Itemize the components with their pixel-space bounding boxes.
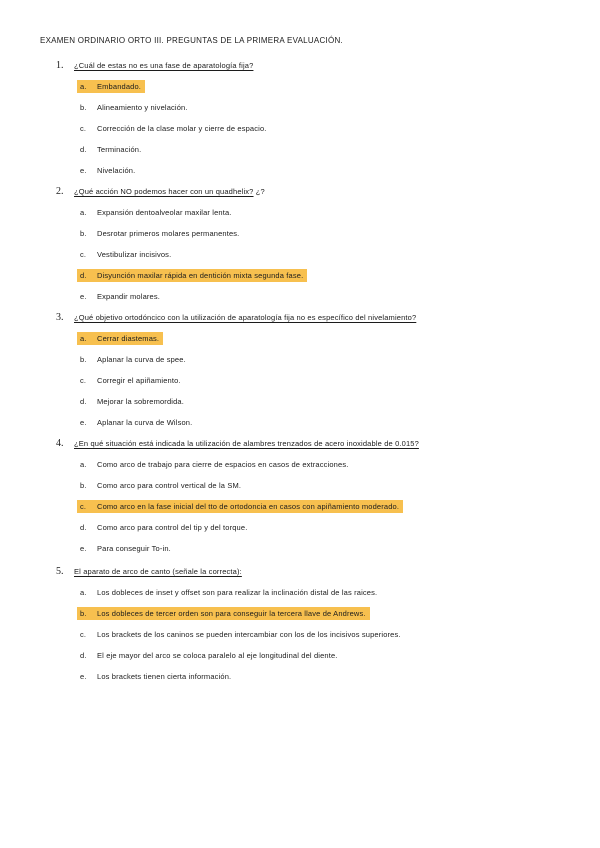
answer-option xyxy=(77,454,570,475)
answer-content xyxy=(77,227,243,240)
answer-option xyxy=(77,223,570,244)
question-heading xyxy=(56,60,570,72)
answer-text: Cerrar diastemas. xyxy=(97,334,160,343)
question-block xyxy=(56,312,570,433)
answer-letter: e. xyxy=(80,166,87,175)
answer-content xyxy=(77,479,245,492)
answer-letter: c. xyxy=(80,124,87,133)
answer-letter: b. xyxy=(80,355,87,364)
answer-option xyxy=(77,391,570,412)
question-block xyxy=(56,186,570,307)
answer-option xyxy=(77,286,570,307)
question-number: 5. xyxy=(56,566,64,577)
answer-content xyxy=(77,586,381,599)
answer-option xyxy=(77,370,570,391)
answer-letter: b. xyxy=(80,609,87,618)
answer-options xyxy=(77,328,570,433)
answer-option xyxy=(77,517,570,538)
answer-text: Los dobleces de tercer orden son para conseguir la tercera llave de Andrews. xyxy=(97,609,366,618)
answer-letter: c. xyxy=(80,376,87,385)
answer-letter: a. xyxy=(80,334,87,343)
question-heading xyxy=(56,438,570,450)
answer-option xyxy=(77,349,570,370)
answer-text: Disyunción maxilar rápida en dentición mixta segunda fase. xyxy=(97,271,304,280)
answer-text: Aplanar la curva de Wilson. xyxy=(97,418,193,427)
answer-option xyxy=(77,76,570,97)
answer-letter: a. xyxy=(80,588,87,597)
answer-option xyxy=(77,139,570,160)
answer-text: Nivelación. xyxy=(97,166,136,175)
answer-content xyxy=(77,628,405,641)
answer-letter: d. xyxy=(80,523,87,532)
answer-option xyxy=(77,244,570,265)
answer-text: Como arco para control del tip y del torque. xyxy=(97,523,248,532)
answer-option xyxy=(77,97,570,118)
answer-text: Como arco en la fase inicial del tto de ortodoncia en casos con apiñamiento moderado. xyxy=(97,502,400,511)
answer-text: Embandado. xyxy=(97,82,142,91)
question-block xyxy=(56,566,570,687)
answer-text: Como arco de trabajo para cierre de espacios en casos de extracciones. xyxy=(97,460,349,469)
answer-option xyxy=(77,666,570,687)
question-number: 1. xyxy=(56,60,64,71)
answer-text: Terminación. xyxy=(97,145,142,154)
answer-letter: b. xyxy=(80,229,87,238)
answer-text: Desrotar primeros molares permanentes. xyxy=(97,229,240,238)
question-heading xyxy=(56,566,570,578)
question-heading xyxy=(56,186,570,198)
question-text-underlined: ¿Cuál de estas no es una fase de aparatología fija? xyxy=(74,61,254,70)
question-text xyxy=(74,439,419,449)
answer-text: Los brackets tienen cierta información. xyxy=(97,672,232,681)
answer-letter: a. xyxy=(80,82,87,91)
answer-text: Vestibulizar incisivos. xyxy=(97,250,172,259)
answer-content xyxy=(77,206,236,219)
answer-text: Los brackets de los caninos se pueden intercambiar con los de los incisivos superiores. xyxy=(97,630,401,639)
highlighted-answer xyxy=(77,500,403,513)
answer-text: Como arco para control vertical de la SM. xyxy=(97,481,242,490)
answer-option xyxy=(77,582,570,603)
answer-content xyxy=(77,416,196,429)
answer-options xyxy=(77,454,570,559)
answer-content xyxy=(77,458,352,471)
answer-letter: a. xyxy=(80,460,87,469)
answer-letter: b. xyxy=(80,103,87,112)
answer-letter: c. xyxy=(80,502,87,511)
answer-option xyxy=(77,475,570,496)
answer-letter: a. xyxy=(80,208,87,217)
answer-text: El eje mayor del arco se coloca paralelo al eje longitudinal del diente. xyxy=(97,651,338,660)
highlighted-answer xyxy=(77,80,145,93)
question-heading xyxy=(56,312,570,324)
question-text xyxy=(74,567,242,577)
answer-options xyxy=(77,76,570,181)
answer-letter: c. xyxy=(80,250,87,259)
answer-letter: d. xyxy=(80,651,87,660)
answer-content xyxy=(77,395,188,408)
answer-text: Mejorar la sobremordida. xyxy=(97,397,184,406)
question-block xyxy=(56,60,570,181)
answer-option xyxy=(77,202,570,223)
answer-text: Corregir el apiñamiento. xyxy=(97,376,181,385)
answer-content xyxy=(77,248,175,261)
answer-letter: d. xyxy=(80,271,87,280)
answer-option xyxy=(77,412,570,433)
answer-text: Aplanar la curva de spee. xyxy=(97,355,186,364)
answer-content xyxy=(77,649,342,662)
answer-option xyxy=(77,603,570,624)
answer-option xyxy=(77,118,570,139)
answer-text: Alineamiento y nivelación. xyxy=(97,103,188,112)
answer-option xyxy=(77,328,570,349)
question-text-underlined: ¿Qué objetivo ortodóncico con la utilización de aparatología fija no es específico del nivelamiento? xyxy=(74,313,417,322)
question-text xyxy=(74,313,416,323)
answer-option xyxy=(77,624,570,645)
answer-content xyxy=(77,374,185,387)
answer-content xyxy=(77,143,145,156)
answer-letter: c. xyxy=(80,630,87,639)
question-text-underlined: ¿En qué situación está indicada la utilización de alambres trenzados de acero inoxidable de 0.015? xyxy=(74,439,419,448)
answer-letter: e. xyxy=(80,418,87,427)
answer-option xyxy=(77,645,570,666)
answer-letter: e. xyxy=(80,292,87,301)
answer-content xyxy=(77,122,271,135)
highlighted-answer xyxy=(77,269,307,282)
question-text xyxy=(74,61,253,71)
answer-letter: d. xyxy=(80,397,87,406)
answer-content xyxy=(77,670,235,683)
answer-text: Para conseguir To-in. xyxy=(97,544,171,553)
question-list xyxy=(56,60,570,687)
question-text-suffix: ¿? xyxy=(253,187,265,196)
answer-option xyxy=(77,538,570,559)
question-number: 2. xyxy=(56,186,64,197)
highlighted-answer xyxy=(77,332,163,345)
answer-text: Los dobleces de inset y offset son para realizar la inclinación distal de las raices. xyxy=(97,588,378,597)
answer-text: Expansión dentoalveolar maxilar lenta. xyxy=(97,208,232,217)
answer-option xyxy=(77,265,570,286)
answer-content xyxy=(77,290,164,303)
answer-option xyxy=(77,496,570,517)
answer-option xyxy=(77,160,570,181)
answer-letter: e. xyxy=(80,544,87,553)
highlighted-answer xyxy=(77,607,370,620)
document-title: EXAMEN ORDINARIO ORTO III. PREGUNTAS DE LA PRIMERA EVALUACIÓN. xyxy=(40,36,343,45)
answer-options xyxy=(77,202,570,307)
answer-content xyxy=(77,542,175,555)
answer-letter: e. xyxy=(80,672,87,681)
question-text-underlined: ¿Qué acción NO podemos hacer con un quadhelix? xyxy=(74,187,254,196)
answer-options xyxy=(77,582,570,687)
question-number: 4. xyxy=(56,438,64,449)
question-text xyxy=(74,187,265,197)
question-block xyxy=(56,438,570,559)
answer-content xyxy=(77,101,192,114)
answer-content xyxy=(77,353,190,366)
answer-content xyxy=(77,164,139,177)
answer-content xyxy=(77,521,251,534)
question-text-underlined: El aparato de arco de canto (señale la correcta): xyxy=(74,567,242,576)
answer-letter: b. xyxy=(80,481,87,490)
question-number: 3. xyxy=(56,312,64,323)
answer-text: Expandir molares. xyxy=(97,292,160,301)
answer-letter: d. xyxy=(80,145,87,154)
answer-text: Corrección de la clase molar y cierre de espacio. xyxy=(97,124,267,133)
